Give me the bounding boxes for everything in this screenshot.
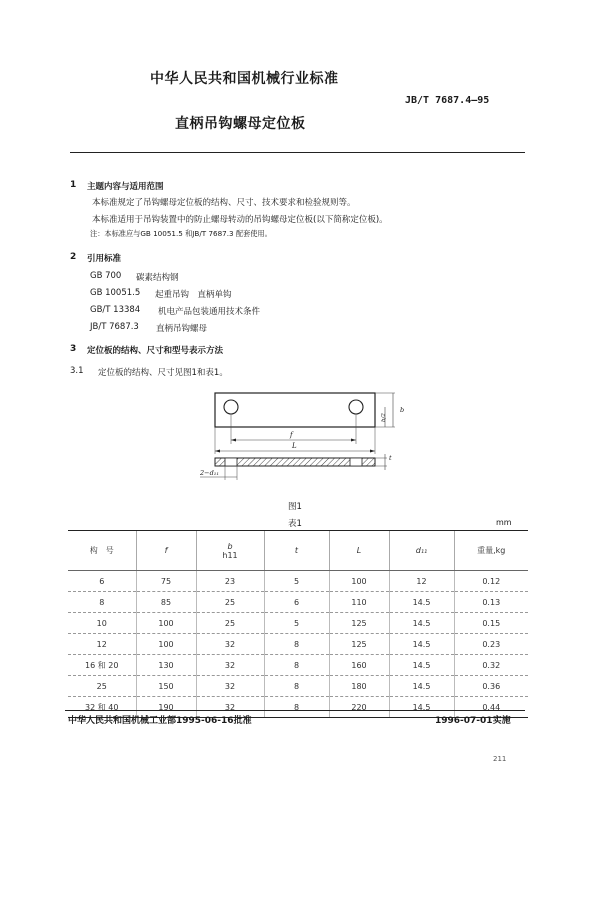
table-caption: 表1 bbox=[288, 519, 302, 529]
cell-L: 160 bbox=[329, 655, 389, 676]
cell-weight: 0.44 bbox=[454, 697, 528, 718]
section-1-heading: 主题内容与适用范围 bbox=[87, 182, 164, 192]
plate-top-view bbox=[215, 393, 375, 427]
section-1-number: 1 bbox=[70, 180, 77, 190]
table-row bbox=[68, 655, 528, 676]
table-1 bbox=[68, 530, 528, 718]
col-header-weight: 重量,kg bbox=[454, 531, 528, 571]
cell-type: 8 bbox=[68, 592, 136, 613]
section-3-1-number: 3.1 bbox=[70, 366, 84, 376]
cell-d11: 14.5 bbox=[389, 676, 454, 697]
cell-t: 6 bbox=[264, 592, 329, 613]
cell-type: 16 和 20 bbox=[68, 655, 136, 676]
hole-right bbox=[349, 400, 363, 414]
cell-L: 220 bbox=[329, 697, 389, 718]
cell-t: 8 bbox=[264, 634, 329, 655]
cell-type: 10 bbox=[68, 613, 136, 634]
document-title: 直柄吊钩螺母定位板 bbox=[175, 116, 306, 132]
cell-weight: 0.32 bbox=[454, 655, 528, 676]
cell-d11: 14.5 bbox=[389, 655, 454, 676]
figure-1-drawing bbox=[195, 388, 405, 488]
effective-date: 1996-07-01实施 bbox=[435, 716, 511, 726]
approval-statement: 中华人民共和国机械工业部1995-06-16批准 bbox=[68, 716, 252, 726]
cell-b: 25 bbox=[196, 592, 264, 613]
standard-code: JB/T 7687.4—95 bbox=[405, 95, 490, 106]
cell-weight: 0.13 bbox=[454, 592, 528, 613]
cell-f: 150 bbox=[136, 676, 196, 697]
col-header-d11: d₁₁ bbox=[389, 531, 454, 571]
section-3-1-text: 定位板的结构、尺寸见图1和表1。 bbox=[98, 368, 228, 378]
figure-caption: 图1 bbox=[288, 502, 302, 512]
reference-name: 直柄吊钩螺母 bbox=[156, 324, 208, 334]
page-number: 211 bbox=[493, 755, 507, 763]
cell-weight: 0.15 bbox=[454, 613, 528, 634]
cell-t: 5 bbox=[264, 613, 329, 634]
cell-f: 190 bbox=[136, 697, 196, 718]
dim-t-label: t bbox=[389, 454, 392, 462]
cell-t: 8 bbox=[264, 655, 329, 676]
cell-b: 32 bbox=[196, 697, 264, 718]
cell-type: 12 bbox=[68, 634, 136, 655]
cell-L: 110 bbox=[329, 592, 389, 613]
cell-d11: 14.5 bbox=[389, 592, 454, 613]
cell-t: 8 bbox=[264, 697, 329, 718]
footer-rule bbox=[65, 710, 525, 711]
section-1-note: 注：本标准应与GB 10051.5 和JB/T 7687.3 配套使用。 bbox=[90, 229, 272, 238]
cell-weight: 0.36 bbox=[454, 676, 528, 697]
standard-organization: 中华人民共和国机械行业标准 bbox=[150, 71, 339, 87]
table-row bbox=[68, 571, 528, 592]
cell-t: 5 bbox=[264, 571, 329, 592]
reference-code: JB/T 7687.3 bbox=[90, 322, 139, 332]
cell-type: 32 和 40 bbox=[68, 697, 136, 718]
dim-b2-label: b/2 bbox=[381, 413, 387, 422]
cell-t: 8 bbox=[264, 676, 329, 697]
col-header-b-tolerance: h11 bbox=[222, 550, 238, 560]
cell-b: 32 bbox=[196, 634, 264, 655]
reference-name: 碳素结构钢 bbox=[136, 273, 179, 283]
table-row bbox=[68, 592, 528, 613]
cell-L: 100 bbox=[329, 571, 389, 592]
cell-b: 32 bbox=[196, 676, 264, 697]
cell-f: 85 bbox=[136, 592, 196, 613]
header-rule bbox=[70, 152, 525, 153]
cell-b: 23 bbox=[196, 571, 264, 592]
table-row bbox=[68, 634, 528, 655]
col-header-type: 构 号 bbox=[68, 531, 136, 571]
section-3-heading: 定位板的结构、尺寸和型号表示方法 bbox=[87, 346, 224, 356]
cell-type: 25 bbox=[68, 676, 136, 697]
cell-d11: 14.5 bbox=[389, 634, 454, 655]
section-2-heading: 引用标准 bbox=[87, 254, 122, 264]
cell-f: 75 bbox=[136, 571, 196, 592]
dim-b-label: b bbox=[400, 406, 405, 414]
cell-L: 125 bbox=[329, 613, 389, 634]
table-row bbox=[68, 613, 528, 634]
cell-type: 6 bbox=[68, 571, 136, 592]
reference-code: GB 10051.5 bbox=[90, 288, 141, 298]
reference-name: 起重吊钩 直柄单钩 bbox=[155, 290, 232, 300]
cell-f: 130 bbox=[136, 655, 196, 676]
section-1-paragraph-1: 本标准规定了吊钩螺母定位板的结构、尺寸、技术要求和检验规则等。 bbox=[92, 198, 356, 208]
section-2-number: 2 bbox=[70, 252, 77, 262]
cell-b: 25 bbox=[196, 613, 264, 634]
cell-f: 100 bbox=[136, 613, 196, 634]
cell-d11: 14.5 bbox=[389, 613, 454, 634]
table-header-row bbox=[68, 531, 528, 571]
cell-f: 100 bbox=[136, 634, 196, 655]
reference-name: 机电产品包装通用技术条件 bbox=[158, 307, 261, 317]
section-1-paragraph-2: 本标准适用于吊钩装置中的防止螺母转动的吊钩螺母定位板(以下简称定位板)。 bbox=[92, 215, 388, 225]
cell-b: 32 bbox=[196, 655, 264, 676]
col-header-b: b h11 bbox=[196, 531, 264, 571]
dim-d-label: 2−d₁₁ bbox=[200, 469, 219, 477]
reference-code: GB 700 bbox=[90, 271, 122, 281]
col-header-L: L bbox=[329, 531, 389, 571]
cell-weight: 0.23 bbox=[454, 634, 528, 655]
section-3-number: 3 bbox=[70, 344, 77, 354]
col-header-f: f bbox=[136, 531, 196, 571]
col-header-t: t bbox=[264, 531, 329, 571]
dim-f-label: f bbox=[290, 431, 293, 439]
table-unit: mm bbox=[496, 518, 512, 527]
cell-L: 180 bbox=[329, 676, 389, 697]
cell-d11: 14.5 bbox=[389, 697, 454, 718]
reference-code: GB/T 13384 bbox=[90, 305, 141, 315]
cell-d11: 12 bbox=[389, 571, 454, 592]
table-row bbox=[68, 676, 528, 697]
hole-left bbox=[224, 400, 238, 414]
cell-L: 125 bbox=[329, 634, 389, 655]
dim-L-label: L bbox=[292, 442, 297, 450]
cell-weight: 0.12 bbox=[454, 571, 528, 592]
